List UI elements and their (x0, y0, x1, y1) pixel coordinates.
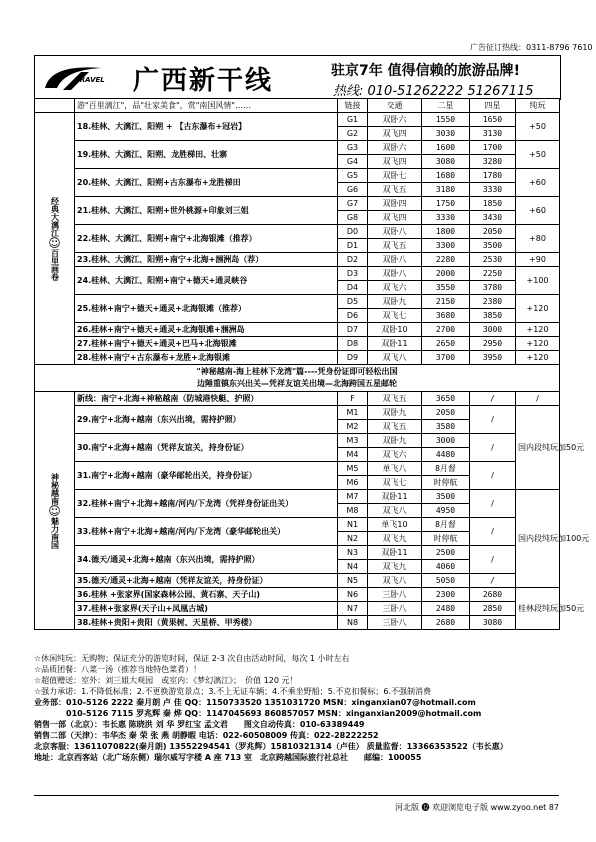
price-2star: 3180 (422, 183, 470, 197)
route-code: G1 (338, 113, 368, 127)
route-code: D8 (338, 337, 368, 351)
col-price2: 二星 (422, 99, 470, 113)
route-name: 20.桂林、大漓江、阳朔+古东瀑布+龙胜梯田 (75, 169, 338, 197)
price-4star: 3850 (470, 309, 516, 323)
price-4star: 2680 (470, 588, 516, 602)
footer-line: 销售一部（北京）：韦长惠 陈晓洪 刘 华 罗红宝 孟文君 图文自动传真：010-63389449 (34, 720, 365, 729)
transport: 双飞四 (368, 211, 422, 225)
extra-price: +60 (516, 197, 560, 225)
price-2star: 4480 (422, 448, 470, 462)
price-4star: 3000 (470, 323, 516, 337)
price-2star: 3550 (422, 281, 470, 295)
route-code: G3 (338, 141, 368, 155)
route-name: 22.桂林、大漓江、阳朔+南宁+北海银滩（推荐） (75, 225, 338, 253)
route-code: M5 (338, 462, 368, 476)
transport: 双飞五 (368, 183, 422, 197)
table-header (35, 99, 560, 113)
route-code: G2 (338, 127, 368, 141)
price-4star: / (470, 406, 516, 434)
route-code: G4 (338, 155, 368, 169)
price-4star: 2850 (470, 602, 516, 616)
section-title (35, 113, 75, 365)
route-name: 31.南宁+北海+越南（豪华邮轮出关，持身份证） (75, 462, 338, 490)
price-2star: 3330 (422, 211, 470, 225)
route-name: 23.桂林、大漓江、阳朔+南宁+北海+涠洲岛（荐） (75, 253, 338, 267)
price-4star: / (470, 574, 516, 588)
transport: 双飞五 (368, 420, 422, 434)
transport: 双飞六 (368, 281, 422, 295)
route-name: 36.桂林 +张家界(国家森林公园、黄石寨、天子山) (75, 588, 338, 602)
route-code: N6 (338, 588, 368, 602)
route-code: M4 (338, 448, 368, 462)
transport: 双飞四 (368, 127, 422, 141)
footer-line: 010-5126 7115 罗兆辉 秦 烨 QQ：1147045693 860857057 MSN：xinganxian2009@hotmail.com (34, 709, 482, 718)
table-row (35, 546, 560, 560)
section-title (35, 392, 75, 630)
transport: 单飞八 (368, 462, 422, 476)
price-4star: 3500 (470, 239, 516, 253)
route-name: 28.桂林+南宁+古东瀑布+龙胜+北海银滩 (75, 351, 338, 365)
price-2star: 3580 (422, 420, 470, 434)
transport: 双飞七 (368, 476, 422, 490)
price-4star: 3430 (470, 211, 516, 225)
route-name: 35.德天/通灵+北海+越南（凭祥友谊关，持身份证） (75, 574, 338, 588)
price-4star: / (470, 490, 516, 518)
price-2star: 时停航 (422, 476, 470, 490)
table-row (35, 574, 560, 588)
extra-price: +100 (516, 267, 560, 295)
route-code: N5 (338, 574, 368, 588)
extra-price: +120 (516, 295, 560, 323)
table-row (35, 323, 560, 337)
table-row (35, 197, 560, 211)
route-name: 30.南宁+北海+越南（凭祥友谊关，持身份证） (75, 434, 338, 462)
route-code: N4 (338, 560, 368, 574)
price-2star: 3650 (422, 392, 470, 406)
route-code: D9 (338, 351, 368, 365)
transport: 三卧八 (368, 602, 422, 616)
route-code: D6 (338, 309, 368, 323)
price-2star: 3300 (422, 239, 470, 253)
footer-line: ☆休闲纯玩：无购物；保证充分的游览时间，保证 2-3 次自由活动时间，每次 1 小时左右 (34, 654, 350, 663)
route-code: D0 (338, 225, 368, 239)
route-code: D3 (338, 267, 368, 281)
zjj-note: 桂林段纯玩加50元 (516, 588, 560, 630)
price-4star: 2250 (470, 267, 516, 281)
route-name: 33.桂林+南宁+北海+越南/河内/下龙湾（豪华邮轮出关） (75, 518, 338, 546)
route-code: N1 (338, 518, 368, 532)
transport: 双卧四 (368, 197, 422, 211)
transport: 双飞九 (368, 560, 422, 574)
price-4star: 2380 (470, 295, 516, 309)
price-2star: 2650 (422, 337, 470, 351)
smile-icon: ☺ (48, 503, 61, 518)
col-price4: 四星 (470, 99, 516, 113)
section-title-main: 经典大漓江 (50, 196, 60, 237)
route-code: D2 (338, 253, 368, 267)
price-2star: 8月督 (422, 462, 470, 476)
price-4star: 2050 (470, 225, 516, 239)
transport: 双卧八 (368, 253, 422, 267)
band-row (35, 365, 560, 392)
section-title-main: 神秘越南 (50, 472, 60, 505)
price-2star: 5050 (422, 574, 470, 588)
price-2star: 4060 (422, 560, 470, 574)
route-name: 18.桂林、大漓江、阳朔 + 【古东瀑布+冠岩】 (75, 113, 338, 141)
route-code: M1 (338, 406, 368, 420)
smile-icon: ☺ (48, 235, 61, 250)
transport: 双飞九 (368, 532, 422, 546)
route-code: D5 (338, 295, 368, 309)
table-row (35, 462, 560, 476)
footer-info (34, 653, 559, 763)
route-name: 34.德天/通灵+北海+越南（东兴出境，需持护照） (75, 546, 338, 574)
table-row (35, 588, 560, 602)
table-row (35, 490, 560, 504)
transport: 双飞四 (368, 155, 422, 169)
route-code: N7 (338, 602, 368, 616)
route-name: 26.桂林+南宁+德天+通灵+北海银滩+涠洲岛 (75, 323, 338, 337)
route-name: 19.桂林、大漓江、阳朔、龙胜梯田、壮寨 (75, 141, 338, 169)
transport: 双飞六 (368, 448, 422, 462)
table-row (35, 253, 560, 267)
extra-price: +120 (516, 351, 560, 365)
table-row (35, 351, 560, 365)
price-2star: 3080 (422, 155, 470, 169)
price-2star: 2300 (422, 588, 470, 602)
viet-note: 国内段纯玩加50元 (516, 406, 560, 490)
price-4star: 3780 (470, 281, 516, 295)
extra-price: +60 (516, 169, 560, 197)
transport: 双飞八 (368, 351, 422, 365)
transport: 双卧11 (368, 337, 422, 351)
route-code: M3 (338, 434, 368, 448)
route-code: G8 (338, 211, 368, 225)
price-4star: 3330 (470, 183, 516, 197)
price-2star: 8月督 (422, 518, 470, 532)
price-2star: 3680 (422, 309, 470, 323)
route-code: M2 (338, 420, 368, 434)
extra-price: +120 (516, 323, 560, 337)
col-intro: 游"百里漓江"，品"壮家美食"，赏"南国风情"…… (75, 99, 338, 113)
footer-line: 地址：北京西客站（北广场东侧）瑞尔威写字楼 A 座 713 室 北京跨越国际旅行社总社 邮编：100055 (34, 753, 422, 762)
route-name: 21.桂林、大漓江、阳朔+世外桃源+印象刘三姐 (75, 197, 338, 225)
hotline: 热线: 010-51262222 51267115 (333, 84, 534, 99)
price-2star: 2500 (422, 546, 470, 560)
price-4star: 2530 (470, 253, 516, 267)
tour-table (34, 98, 590, 630)
footer-line: ☆强力承诺：1.不降低标准；2.不更换游览景点；3.不上无证车辆；4.不乘坐野船；5.不克扣餐标；6.不强制消费 (34, 687, 431, 696)
transport: 双卧九 (368, 406, 422, 420)
table-row (35, 267, 560, 281)
price-4star: / (470, 392, 516, 406)
route-code: M8 (338, 504, 368, 518)
price-4star: 3950 (470, 351, 516, 365)
transport: 双卧10 (368, 323, 422, 337)
route-code: N8 (338, 616, 368, 630)
price-4star: / (470, 546, 516, 574)
price-4star: 1850 (470, 197, 516, 211)
transport: 三卧八 (368, 616, 422, 630)
extra-price: +50 (516, 113, 560, 141)
route-name: 38.桂林+贵阳+贵阳（黄果树、天星桥、甲秀楼） (75, 616, 338, 630)
price-2star: 2280 (422, 253, 470, 267)
transport: 双飞五 (368, 239, 422, 253)
transport: 三卧八 (368, 588, 422, 602)
footer-line: ☆品质团餐：八菜一汤（推荐当地特色菜肴）！ (34, 665, 202, 674)
route-code: N3 (338, 546, 368, 560)
price-2star: 1600 (422, 141, 470, 155)
price-4star: / (470, 518, 516, 546)
price-2star: 1680 (422, 169, 470, 183)
extra-price: / (516, 392, 560, 406)
table-row (35, 169, 560, 183)
transport: 双飞八 (368, 504, 422, 518)
transport: 双卧11 (368, 546, 422, 560)
table-row (35, 113, 560, 127)
price-2star: 2680 (422, 616, 470, 630)
route-code: D7 (338, 323, 368, 337)
price-4star: / (470, 434, 516, 462)
price-2star: 3500 (422, 490, 470, 504)
price-4star: 1780 (470, 169, 516, 183)
price-2star: 2000 (422, 267, 470, 281)
transport: 双卧八 (368, 225, 422, 239)
brand-title: 广西新干线 (133, 66, 274, 96)
table-row (35, 406, 560, 420)
col-transport: 交通 (368, 99, 422, 113)
header-banner (34, 55, 561, 100)
price-2star: 3700 (422, 351, 470, 365)
route-name: 27.桂林+南宁+德天+通灵+巴马+北海银滩 (75, 337, 338, 351)
band-line1: "神秘越南-海上桂林下龙湾"篇----凭身份证即可轻松出国 (196, 367, 398, 376)
route-code: D1 (338, 239, 368, 253)
section-title-sub: 魅力南国 (50, 516, 60, 549)
price-4star: 3130 (470, 127, 516, 141)
extra-price: +80 (516, 225, 560, 253)
route-name: 24.桂林、大漓江、阳朔+南宁+德天+通灵峡谷 (75, 267, 338, 295)
table-row (35, 616, 560, 630)
price-4star: / (470, 462, 516, 490)
section-title-sub: 百里画卷 (50, 248, 60, 281)
transport: 双卧七 (368, 169, 422, 183)
viet-note: 国内段纯玩加100元 (516, 490, 560, 588)
price-2star: 1800 (422, 225, 470, 239)
price-2star: 1750 (422, 197, 470, 211)
slogan: 驻京7年 值得信赖的旅游品牌! (331, 63, 520, 79)
table-row (35, 295, 560, 309)
route-code: N2 (338, 532, 368, 546)
price-2star: 4950 (422, 504, 470, 518)
travel-logo-icon (41, 62, 111, 94)
route-name: 29.南宁+北海+越南（东兴出境，需持护照） (75, 406, 338, 434)
price-4star: 3280 (470, 155, 516, 169)
footer-line: 北京客服：13611070822(秦月朗) 13552294541（罗兆辉）15810321314（卢佳） 质量监督：13366353522（韦长惠） (34, 742, 508, 751)
band-line2: 边陲重镇东兴出关—凭祥友谊关出境—北海跨国五星邮轮 (197, 379, 397, 388)
transport: 双飞七 (368, 309, 422, 323)
price-2star: 时停航 (422, 532, 470, 546)
route-name: 25.桂林+南宁+德天+通灵+北海银滩（推荐） (75, 295, 338, 323)
extra-price: +120 (516, 337, 560, 351)
transport: 双卧六 (368, 113, 422, 127)
price-2star: 2480 (422, 602, 470, 616)
route-code: M7 (338, 490, 368, 504)
col-code: 链接 (338, 99, 368, 113)
price-2star: 2700 (422, 323, 470, 337)
route-code: D4 (338, 281, 368, 295)
price-2star: 3000 (422, 434, 470, 448)
table-row (35, 337, 560, 351)
route-name: 新线：南宁+北海+神秘越南（防城港快艇、护照） (75, 392, 338, 406)
route-code: G7 (338, 197, 368, 211)
route-code: F (338, 392, 368, 406)
transport: 双飞八 (368, 574, 422, 588)
footer-line: 业务部：010-5126 2222 秦月朗 卢 佳 QQ：1150733520 1351031720 MSN：xinganxian07@hotmail.com (34, 698, 476, 707)
table-row (35, 225, 560, 239)
route-code: G6 (338, 183, 368, 197)
extra-price: +50 (516, 141, 560, 169)
price-4star: 1650 (470, 113, 516, 127)
route-code: M6 (338, 476, 368, 490)
transport: 双卧九 (368, 434, 422, 448)
transport: 双卧八 (368, 267, 422, 281)
page-footer: 河北版 ⓬ 欢迎浏览电子版 www.zyoo.net 87 (34, 795, 559, 813)
table-row (35, 434, 560, 448)
price-2star: 2050 (422, 406, 470, 420)
table-row (35, 518, 560, 532)
logo-text: TRAVEL (75, 76, 105, 84)
col-extra: 纯玩 (516, 99, 560, 113)
transport: 单飞10 (368, 518, 422, 532)
price-2star: 1550 (422, 113, 470, 127)
table-row (35, 392, 560, 406)
price-4star: 2950 (470, 337, 516, 351)
route-name: 37.桂林+张家界(天子山+凤凰古城) (75, 602, 338, 616)
transport: 双卧九 (368, 295, 422, 309)
extra-price: +90 (516, 253, 560, 267)
ad-hotline: 广告征订热线：0311-8796 7610 (470, 43, 593, 52)
price-4star: 3080 (470, 616, 516, 630)
transport: 双卧六 (368, 141, 422, 155)
price-4star: 1700 (470, 141, 516, 155)
table-row (35, 602, 560, 616)
route-code: G5 (338, 169, 368, 183)
footer-line: ☆超值赠送：室外：刘三姐大观园 或室内：《梦幻漓江》； 价值 120 元！ (34, 676, 298, 685)
table-row (35, 141, 560, 155)
route-name: 32.桂林+南宁+北海+越南/河内/下龙湾（凭祥身份证出关） (75, 490, 338, 518)
transport: 双飞五 (368, 392, 422, 406)
price-2star: 3030 (422, 127, 470, 141)
price-2star: 2150 (422, 295, 470, 309)
footer-line: 销售二部（天津）：韦华杰 秦 荣 张 燕 胡静暇 电话：022-60508009 传真：022-28222252 (34, 731, 379, 740)
transport: 双卧11 (368, 490, 422, 504)
